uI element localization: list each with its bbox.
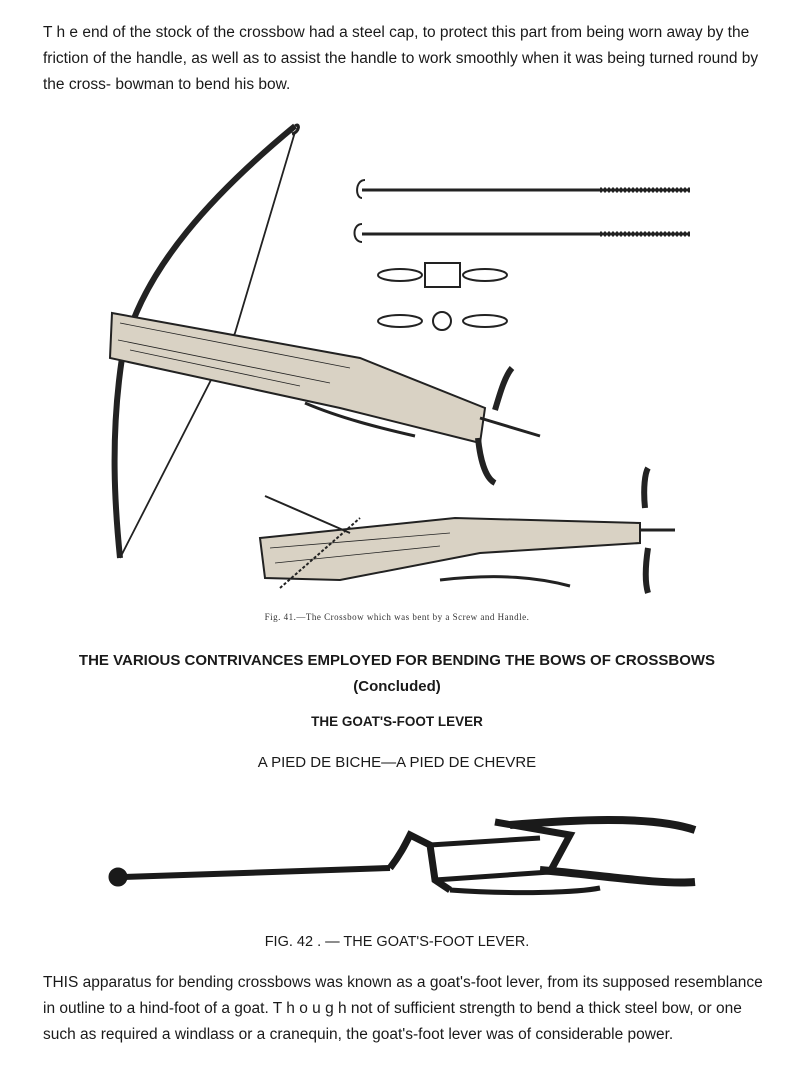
subsection-subtitle: A PIED DE BICHE—A PIED DE CHEVRE — [257, 754, 537, 771]
section-title — [0, 648, 794, 700]
figure-41-caption: Fig. 41.—The Crossbow which was bent by a Screw and Handle. — [264, 612, 530, 622]
goats-foot-lever-illustration — [100, 810, 700, 910]
closing-paragraph: THIS apparatus for bending crossbows was known as a goat's-foot lever, from its supposed resemblance in outline to a hind-foot of a goat. T h o u g h not of sufficient strength to bend a thick steel bow, or one such as required a windlass or a cranequin, the goat's-foot lever was of considerable power. — [43, 974, 763, 1043]
figure-42-caption: FIG. 42 . — THE GOAT'S-FOOT LEVER. — [264, 934, 530, 950]
section-title-line2: (Concluded) — [353, 678, 441, 695]
section-title-line1: THE VARIOUS CONTRIVANCES EMPLOYED FOR BENDING THE BOWS OF CROSSBOWS — [78, 652, 716, 669]
intro-paragraph: T h e end of the stock of the crossbow had a steel cap, to protect this part from being worn away by the friction of the handle, as well as to assist the handle to work smoothly when it was being turned round by the cross- bowman to bend his bow. — [43, 24, 759, 93]
crossbow-screw-illustration — [100, 118, 700, 608]
subsection-title: THE GOAT'S-FOOT LEVER — [311, 714, 483, 729]
